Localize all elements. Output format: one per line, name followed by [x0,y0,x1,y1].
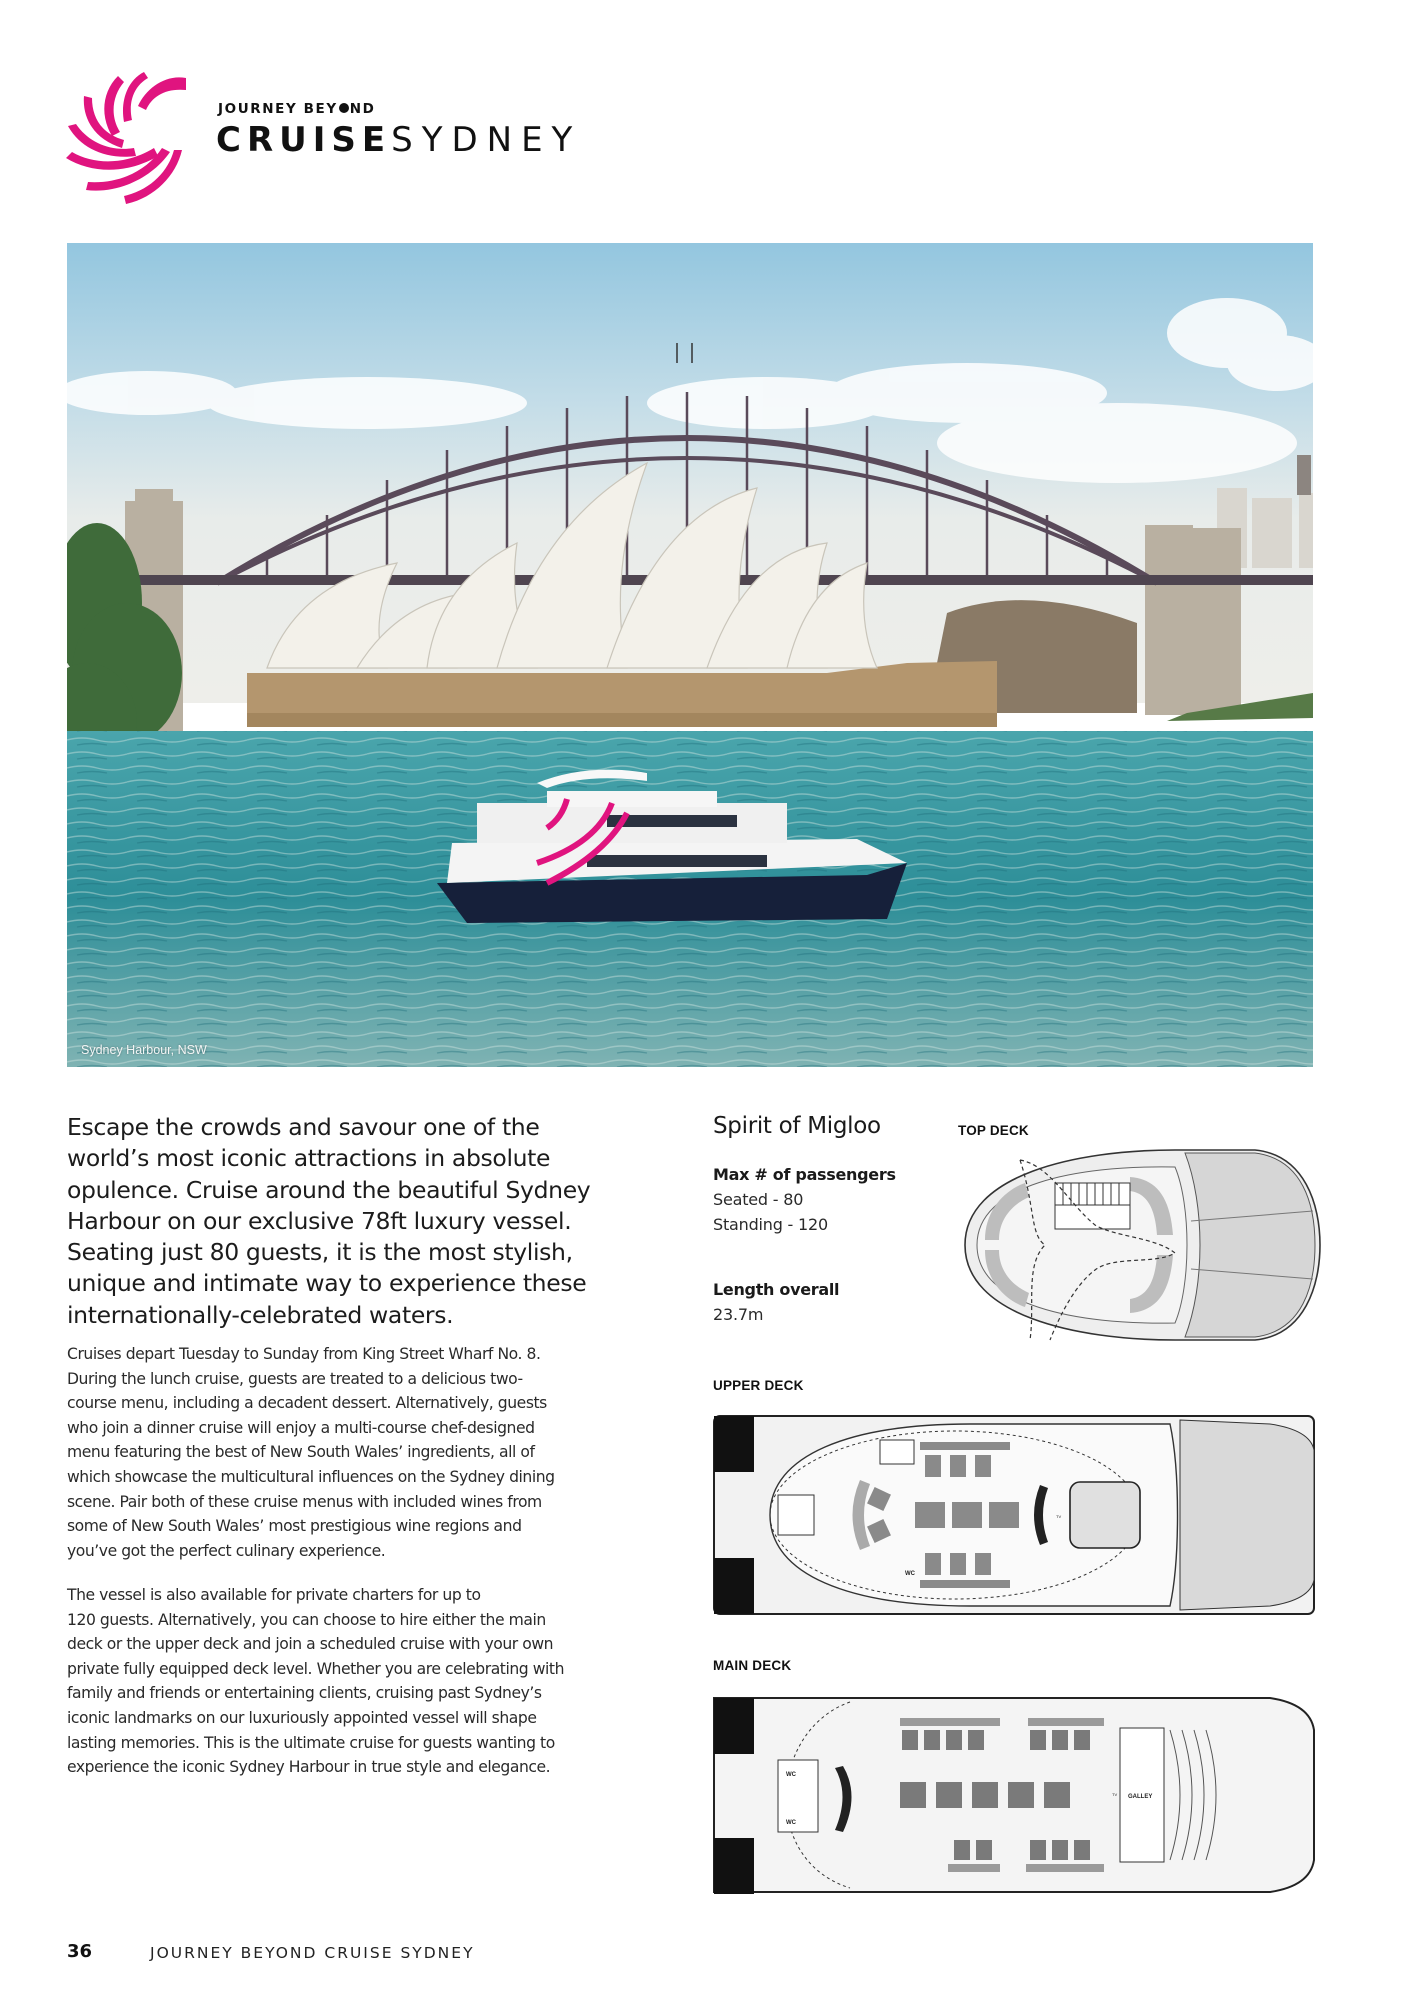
seated-capacity: Seated - 80 [713,1190,804,1209]
main-deck-label: MAIN DECK [713,1658,792,1673]
logo-kicker: JOURNEY BEY ND [218,101,376,117]
brand-logo [66,66,626,216]
upper-deck-plan [710,1410,1335,1620]
vessel-name: Spirit of Migloo [713,1113,881,1139]
svg-text:TV: TV [1112,1792,1118,1797]
standing-capacity: Standing - 120 [713,1215,828,1234]
svg-text:GALLEY: GALLEY [1128,1794,1153,1800]
swirl-logo-icon [66,66,206,206]
svg-text:WC: WC [905,1571,915,1577]
intro-heading: Escape the crowds and savour one of the world’s most iconic attractions in absolute opulence. Cruise around the beautiful Sydney Harbour on our exclusive 78ft luxury vessel. Seating just 80 guests, it is the most stylish, unique and intimate way to experience these internationally-celebrated waters. [67,1113,591,1329]
top-deck-diagram [955,1145,1325,1345]
hero-photo [67,243,1313,1067]
photo-caption: Sydney Harbour, NSW [81,1043,207,1057]
page-number: 36 [67,1941,93,1962]
top-deck-plan [955,1145,1325,1345]
body-paragraph-charters: The vessel is also available for private charters for up to 120 guests. Alternatively, you can choose to hire either the main deck or the upper deck and join a scheduled cruise with your own private fully equipped deck level. Whether you are celebrating with family and friends or entertaining clients, cruising past Sydney’s iconic landmarks on our luxuriously appointed vessel will shape lasting memories. This is the ultimate cruise for guests wanting to experience the iconic Sydney Harbour in true style and elegance. [67,1586,565,1777]
footer-publication-title: JOURNEY BEYOND CRUISE SYDNEY [150,1944,475,1962]
upper-deck-diagram [710,1410,1335,1620]
svg-text:WC: WC [786,1772,796,1778]
svg-text:TV: TV [1056,1514,1062,1519]
svg-text:WC: WC [786,1820,796,1826]
body-paragraph-dining: Cruises depart Tuesday to Sunday from King Street Wharf No. 8. During the lunch cruise, guests are treated to a delicious two- course menu, including a decadent dessert. Alternatively, guests who join a dinner cruise will enjoy a multi-course chef-designed menu featuring the best of New South Wales’ ingredients, all of which showcase the multicultural influences on the Sydney dining scene. Pair both of these cruise menus with included wines from some of New South Wales’ most prestigious wine regions and you’ve got the perfect culinary experience. [67,1345,555,1560]
main-deck-plan [710,1690,1335,1900]
top-deck-label: TOP DECK [958,1123,1029,1138]
upper-deck-label: UPPER DECK [713,1378,804,1393]
passengers-label: Max # of passengers [713,1165,896,1184]
length-value: 23.7m [713,1305,764,1324]
logo-dot-icon [339,103,349,113]
logo-wordmark: CRUISESYDNEY [216,120,582,160]
harbour-illustration [67,243,1313,1067]
length-label: Length overall [713,1280,840,1299]
main-deck-diagram [710,1690,1335,1900]
